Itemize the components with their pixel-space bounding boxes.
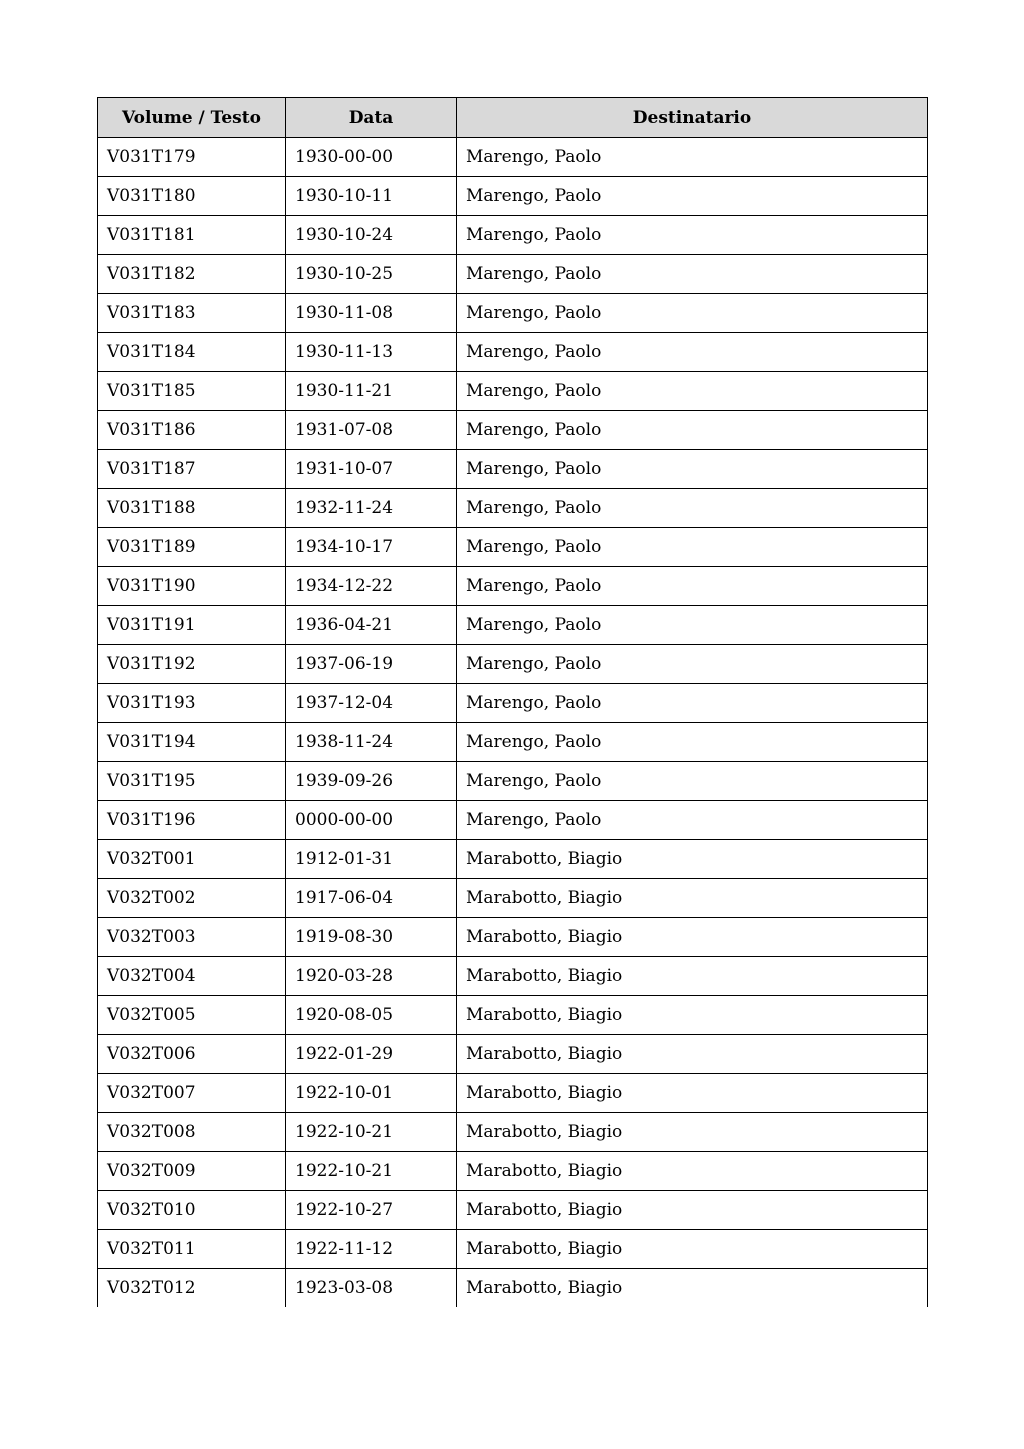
cell-volume-testo: V031T179: [98, 138, 286, 177]
table-row: [98, 255, 928, 294]
table-row: [98, 411, 928, 450]
cell-volume-testo: V031T180: [98, 177, 286, 216]
cell-volume-testo: V031T187: [98, 450, 286, 489]
cell-destinatario: Marabotto, Biagio: [457, 1152, 928, 1191]
table-row: [98, 1074, 928, 1113]
cell-destinatario: Marengo, Paolo: [457, 333, 928, 372]
cell-volume-testo: V032T006: [98, 1035, 286, 1074]
table-row: [98, 762, 928, 801]
cell-destinatario: Marabotto, Biagio: [457, 1035, 928, 1074]
cell-data: 1923-03-08: [286, 1269, 457, 1308]
cell-data: 1922-10-21: [286, 1113, 457, 1152]
cell-data: 1920-03-28: [286, 957, 457, 996]
cell-volume-testo: V032T003: [98, 918, 286, 957]
cell-volume-testo: V032T007: [98, 1074, 286, 1113]
cell-data: 1936-04-21: [286, 606, 457, 645]
column-header-volume-testo: Volume / Testo: [98, 98, 286, 138]
cell-volume-testo: V031T190: [98, 567, 286, 606]
cell-destinatario: Marengo, Paolo: [457, 723, 928, 762]
cell-data: 1922-10-21: [286, 1152, 457, 1191]
column-header-destinatario: Destinatario: [457, 98, 928, 138]
cell-data: 1939-09-26: [286, 762, 457, 801]
table-row: [98, 216, 928, 255]
cell-volume-testo: V032T011: [98, 1230, 286, 1269]
cell-destinatario: Marabotto, Biagio: [457, 1269, 928, 1308]
table-row: [98, 684, 928, 723]
cell-destinatario: Marengo, Paolo: [457, 801, 928, 840]
cell-data: 1931-10-07: [286, 450, 457, 489]
table-row: [98, 450, 928, 489]
cell-destinatario: Marengo, Paolo: [457, 762, 928, 801]
table-row: [98, 372, 928, 411]
column-header-data: Data: [286, 98, 457, 138]
cell-destinatario: Marengo, Paolo: [457, 411, 928, 450]
cell-data: 1937-12-04: [286, 684, 457, 723]
cell-data: 1922-11-12: [286, 1230, 457, 1269]
table-row: [98, 333, 928, 372]
cell-data: 1930-10-11: [286, 177, 457, 216]
cell-data: 1937-06-19: [286, 645, 457, 684]
table-header: [98, 98, 928, 138]
cell-volume-testo: V031T185: [98, 372, 286, 411]
cell-destinatario: Marengo, Paolo: [457, 216, 928, 255]
cell-volume-testo: V031T188: [98, 489, 286, 528]
table-body: [98, 138, 928, 1308]
cell-volume-testo: V032T004: [98, 957, 286, 996]
cell-data: 1934-10-17: [286, 528, 457, 567]
cell-volume-testo: V031T181: [98, 216, 286, 255]
cell-destinatario: Marengo, Paolo: [457, 489, 928, 528]
table-row: [98, 996, 928, 1035]
cell-data: 1930-11-21: [286, 372, 457, 411]
cell-volume-testo: V031T194: [98, 723, 286, 762]
cell-volume-testo: V031T196: [98, 801, 286, 840]
cell-data: 1912-01-31: [286, 840, 457, 879]
cell-volume-testo: V032T002: [98, 879, 286, 918]
cell-data: 1919-08-30: [286, 918, 457, 957]
cell-volume-testo: V031T183: [98, 294, 286, 333]
table-row: [98, 957, 928, 996]
letters-index-table: [97, 97, 928, 1307]
cell-data: 1930-11-13: [286, 333, 457, 372]
table-row: [98, 918, 928, 957]
table-row: [98, 528, 928, 567]
cell-volume-testo: V031T191: [98, 606, 286, 645]
cell-destinatario: Marengo, Paolo: [457, 255, 928, 294]
cell-data: 1938-11-24: [286, 723, 457, 762]
table-row: [98, 723, 928, 762]
table-row: [98, 294, 928, 333]
cell-destinatario: Marabotto, Biagio: [457, 957, 928, 996]
cell-destinatario: Marengo, Paolo: [457, 372, 928, 411]
table-row: [98, 138, 928, 177]
cell-data: 1922-01-29: [286, 1035, 457, 1074]
cell-data: 1930-10-25: [286, 255, 457, 294]
cell-destinatario: Marengo, Paolo: [457, 450, 928, 489]
cell-data: 1922-10-27: [286, 1191, 457, 1230]
table-row: [98, 606, 928, 645]
cell-volume-testo: V031T195: [98, 762, 286, 801]
cell-volume-testo: V032T010: [98, 1191, 286, 1230]
cell-destinatario: Marengo, Paolo: [457, 138, 928, 177]
cell-destinatario: Marabotto, Biagio: [457, 1230, 928, 1269]
table-row: [98, 840, 928, 879]
cell-data: 1917-06-04: [286, 879, 457, 918]
cell-data: 1934-12-22: [286, 567, 457, 606]
cell-destinatario: Marabotto, Biagio: [457, 918, 928, 957]
cell-volume-testo: V031T186: [98, 411, 286, 450]
cell-volume-testo: V031T184: [98, 333, 286, 372]
table-row: [98, 177, 928, 216]
table-row: [98, 567, 928, 606]
cell-destinatario: Marengo, Paolo: [457, 645, 928, 684]
table-header-row: [98, 98, 928, 138]
table-row: [98, 1230, 928, 1269]
cell-volume-testo: V032T012: [98, 1269, 286, 1308]
cell-volume-testo: V031T189: [98, 528, 286, 567]
cell-data: 1930-11-08: [286, 294, 457, 333]
cell-volume-testo: V031T192: [98, 645, 286, 684]
table-row: [98, 1269, 928, 1308]
table-row: [98, 1113, 928, 1152]
cell-volume-testo: V032T001: [98, 840, 286, 879]
cell-destinatario: Marabotto, Biagio: [457, 1074, 928, 1113]
cell-destinatario: Marabotto, Biagio: [457, 840, 928, 879]
table-row: [98, 801, 928, 840]
cell-destinatario: Marengo, Paolo: [457, 528, 928, 567]
cell-volume-testo: V032T005: [98, 996, 286, 1035]
cell-destinatario: Marabotto, Biagio: [457, 1113, 928, 1152]
cell-volume-testo: V032T008: [98, 1113, 286, 1152]
cell-destinatario: Marabotto, Biagio: [457, 879, 928, 918]
cell-volume-testo: V031T193: [98, 684, 286, 723]
cell-data: 1920-08-05: [286, 996, 457, 1035]
cell-data: 0000-00-00: [286, 801, 457, 840]
table-row: [98, 1152, 928, 1191]
cell-destinatario: Marengo, Paolo: [457, 684, 928, 723]
table-row: [98, 879, 928, 918]
cell-destinatario: Marabotto, Biagio: [457, 1191, 928, 1230]
cell-data: 1922-10-01: [286, 1074, 457, 1113]
cell-destinatario: Marengo, Paolo: [457, 567, 928, 606]
cell-data: 1932-11-24: [286, 489, 457, 528]
cell-destinatario: Marabotto, Biagio: [457, 996, 928, 1035]
table-row: [98, 1035, 928, 1074]
table-row: [98, 1191, 928, 1230]
cell-volume-testo: V032T009: [98, 1152, 286, 1191]
cell-data: 1930-00-00: [286, 138, 457, 177]
cell-destinatario: Marengo, Paolo: [457, 294, 928, 333]
cell-data: 1931-07-08: [286, 411, 457, 450]
cell-volume-testo: V031T182: [98, 255, 286, 294]
cell-data: 1930-10-24: [286, 216, 457, 255]
cell-destinatario: Marengo, Paolo: [457, 606, 928, 645]
table-row: [98, 645, 928, 684]
cell-destinatario: Marengo, Paolo: [457, 177, 928, 216]
table-row: [98, 489, 928, 528]
